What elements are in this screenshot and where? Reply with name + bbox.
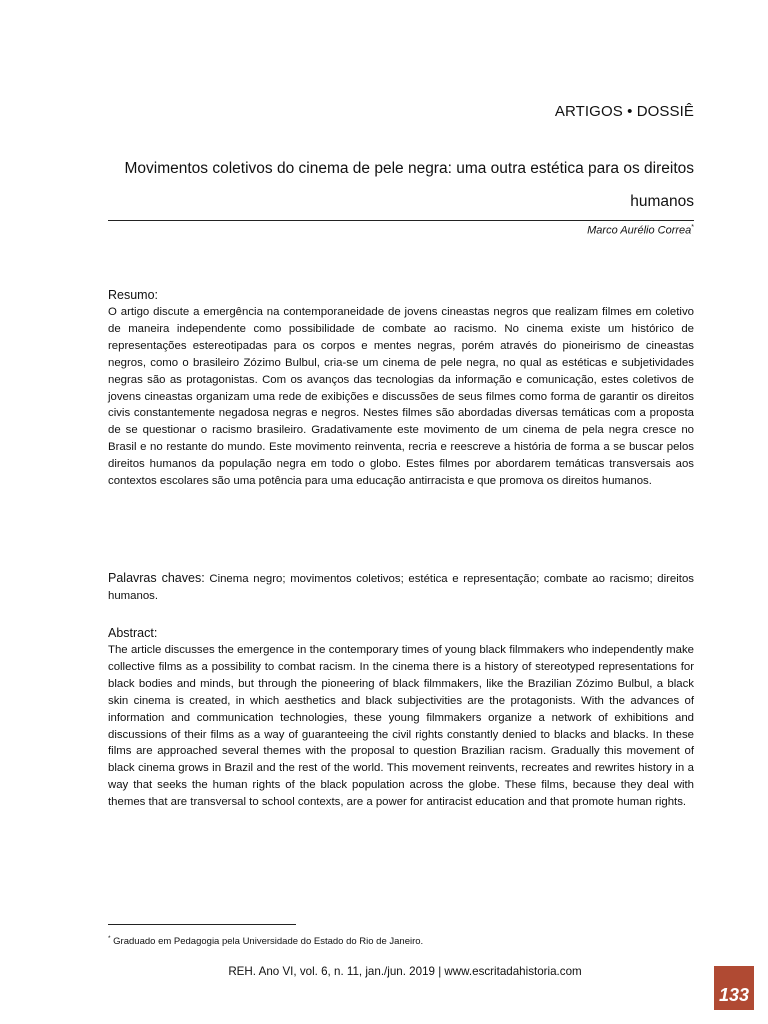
- resumo-heading: Resumo:: [108, 288, 159, 302]
- footnote-divider: [108, 924, 296, 925]
- footnote-text: Graduado em Pedagogia pela Universidade do Estado do Rio de Janeiro.: [113, 936, 424, 948]
- journal-footer[interactable]: REH. Ano VI, vol. 6, n. 11, jan./jun. 2019 | www.escritadahistoria.com: [228, 965, 582, 978]
- resumo-text: O artigo discute a emergência na contemporaneidade de jovens cineastas negros que realizam filmes em coletivo de maneira independente como possibilidade de combate ao racismo. No cinema existe um histórico de representações estereotipadas para os corpos e mentes negras, porém através do pioneirismo de cineastas negros, como o brasileiro Zózimo Bulbul, cria-se um cinema de pele negra, no qual as estéticas e subjetividades negras são as protagonistas. Com os avanços das tecnologias da informação e comunicação, estes coletivos de jovens cineastas organizam uma rede de exibições e discussões de seus filmes como forma de garantir os direitos civis constantemente negadosa negras e negros. Nestes filmes são abordadas diversas temáticas com a proposta de se questionar o racismo brasileiro. Gradativamente este movimento de um cinema de pela negra cresce no Brasil e no restante do mundo. Este movimento reinventa, recria e reescreve a história de forma a se buscar pelos direitos humanos da população negra em todo o globo. Estes filmes por abordarem temáticas transversais aos contextos escolares são uma potência para uma educação antirracista e que promova os direitos humanos.: [108, 306, 694, 488]
- author-name: Marco Aurélio Correa: [587, 224, 692, 237]
- keywords-label: Palavras chaves:: [108, 571, 205, 585]
- abstract-text: The article discusses the emergence in the contemporary times of young black filmmakers who independently make collective films as a possibility to combat racism. In the cinema there is a history of stereotyped representations for black bodies and minds, but through the pioneering of black filmmakers, like the Brazilian Zózimo Bulbul, a black skin cinema is created, in which aesthetics and black subjectivities are the protagonists. With the advances of information and communication technologies, these young filmmakers organize a network of exhibitions and discussions of their films as a way of guaranteeing the civil rights constantly denied to blacks and blacks. In these films are approached several themes with the proposal to question Brazilian racism. Gradually this movement of black cinema grows in Brazil and the rest of the world. This movement reinvents, recreates and rewrites history in a way that seeks the human rights of the black population across the globe. These films, because they deal with themes that are transversal to school contexts, are a power for antiracist education and that promote human rights.: [108, 644, 694, 809]
- page-number-badge: 133: [714, 966, 754, 1010]
- keywords-text: Cinema negro; movimentos coletivos; estética e representação; combate ao racismo; direitos humanos.: [108, 573, 694, 602]
- footnote: [108, 932, 423, 948]
- keywords-section: [108, 570, 694, 605]
- author-footnote-mark[interactable]: *: [691, 224, 694, 231]
- author-line: [587, 224, 694, 237]
- footnote-mark: *: [108, 935, 111, 942]
- abstract-heading: Abstract:: [108, 626, 158, 640]
- title-divider: [108, 220, 694, 221]
- article-title: Movimentos coletivos do cinema de pele negra: uma outra estética para os direitos humanos: [124, 160, 694, 210]
- resumo-section: [108, 287, 694, 490]
- section-label: ARTIGOS • DOSSIÊ: [554, 103, 694, 120]
- abstract-section: [108, 625, 694, 811]
